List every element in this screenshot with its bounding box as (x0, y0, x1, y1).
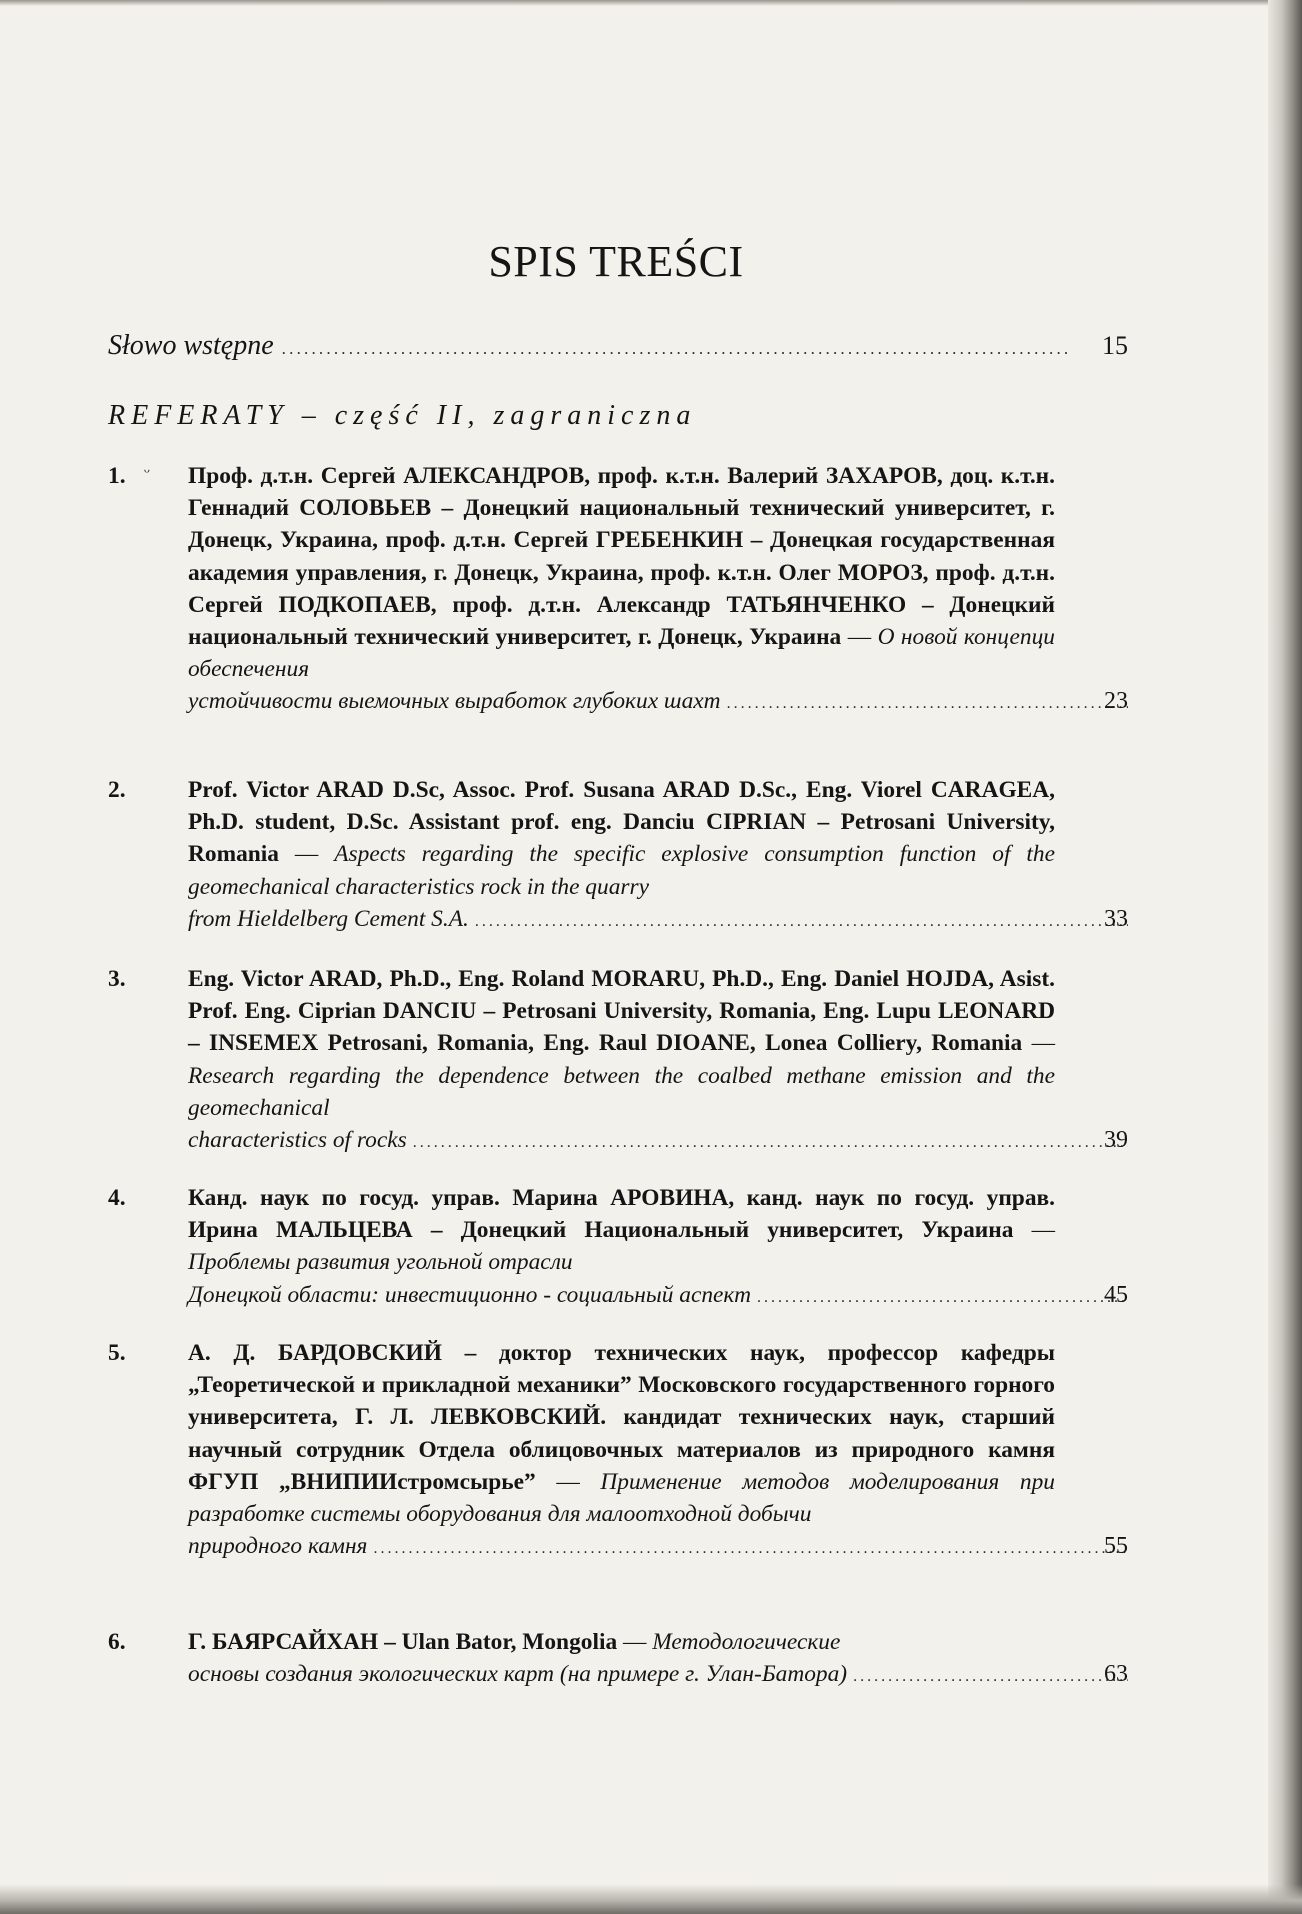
entry-last-line-row (188, 1658, 1128, 1693)
entry-last-line-row (188, 1530, 1128, 1565)
toc-intro-label: Słowo wstępne (108, 330, 274, 361)
entry-authors: Канд. наук по госуд. управ. Марина АРОВИНА, канд. наук по госуд. управ. Ирина МАЛЬЦЕВА – Донецкий Национальный университет, Украина (188, 1185, 1055, 1244)
entry-body (188, 963, 1055, 1124)
entry-page-number: 39 (1104, 1127, 1128, 1154)
em-dash: — (294, 841, 335, 868)
dot-leader (373, 1533, 1128, 1565)
entry-page-number: 45 (1104, 1281, 1128, 1308)
entry-body (188, 774, 1055, 903)
entry-last-line-row (188, 903, 1128, 938)
page-title: SPIS TREŚCI (488, 237, 744, 286)
entry-number: 6. (108, 1629, 126, 1655)
dot-leader (413, 1127, 1128, 1159)
entry-body (188, 1337, 1055, 1530)
entry-last-line (188, 1279, 1128, 1314)
em-dash: — (1031, 1030, 1055, 1057)
entry-title-end: characteristics of rocks (188, 1127, 407, 1154)
em-dash: — (847, 624, 878, 651)
toc-page-number: 15 (1102, 331, 1128, 360)
page-edge-bottom (0, 1884, 1302, 1914)
entry-number: 3. (108, 966, 126, 992)
toc-entry[interactable] (108, 460, 1128, 721)
em-dash: — (1031, 1217, 1055, 1244)
entry-title: Aspects regarding the specific explosive consumption function of the geomechanical characteristics rock in the quarry (188, 841, 1055, 900)
entry-authors: Г. БАЯРСАЙХАН – Ulan Bator, Mongolia (188, 1629, 618, 1655)
entry-title: Проблемы развития угольной отрасли (188, 1249, 573, 1276)
em-dash: — (623, 1629, 653, 1655)
entry-title: Методологические (652, 1629, 841, 1655)
entry-last-line (188, 903, 1128, 938)
entry-title-end: природного камня (188, 1533, 368, 1560)
entry-page-number: 63 (1104, 1661, 1128, 1688)
entry-title-end: Донецкой области: инвестиционно - социальный аспект (188, 1281, 751, 1308)
entry-body (188, 1626, 1055, 1658)
entry-title-end: устойчивости выемочных выработок глубоких шахт (188, 688, 721, 715)
dot-leader (727, 688, 1128, 720)
toc-entry[interactable] (108, 1337, 1128, 1565)
entry-title: Research regarding the dependence between the coalbed methane emission and the geomechanical (188, 1062, 1055, 1121)
entry-authors: Prof. Victor ARAD D.Sc, Assoc. Prof. Susana ARAD D.Sc., Eng. Viorel CARAGEA, Ph.D. student, D.Sc. Assistant prof. eng. Danciu CIPRIAN – Petrosani University, Romania (188, 777, 1055, 868)
entry-number: 2. (108, 777, 126, 803)
entry-last-line-row (188, 1279, 1128, 1314)
entry-number: 4. (108, 1185, 126, 1211)
entry-authors: Проф. д.т.н. Сергей АЛЕКСАНДРОВ, проф. к.т.н. Валерий ЗАХАРОВ, доц. к.т.н. Геннадий СОЛОВЬЕВ – Донецкий национальный технический университет, г. Донецк, Украина, проф. д.т.н. Сергей ГРЕБЕНКИН – Донецкая государственная академия управления, г. Донецк, Украина, проф. к.т.н. Олег МОРОЗ, проф. д.т.н. Сергей ПОДКОПАЕВ, проф. д.т.н. Александр ТАТЬЯНЧЕНКО – Донецкий национальный технический университет, г. Донецк, Украина (188, 463, 1055, 651)
entry-last-line-row (188, 1124, 1128, 1159)
entry-last-line-row (188, 685, 1128, 720)
toc-entry[interactable] (108, 963, 1128, 1159)
page-edge-right (1268, 0, 1302, 1914)
entry-last-line (188, 685, 1128, 720)
entry-page-number: 23 (1104, 688, 1128, 715)
entry-last-line (188, 1124, 1128, 1159)
entry-title-end: основы создания экологических карт (на примере г. Улан-Батора) (188, 1661, 848, 1688)
entry-last-line (188, 1530, 1128, 1565)
scan-mark-icon: ᵕ (144, 461, 150, 483)
entry-authors: А. Д. БАРДОВСКИЙ – доктор технических наук, профессор кафедры „Теоретической и прикладной механики” Московского государственного горного университета, Г. Л. ЛЕВКОВСКИЙ. кандидат технических наук, старший научный сотрудник Отдела облицовочных материалов из природного камня ФГУП „ВНИПИИстромсырье” (188, 1340, 1055, 1495)
section-heading: REFERATY – część II, zagraniczna (108, 400, 697, 431)
entry-title-end: from Hieldelberg Cement S.A. (188, 905, 469, 932)
entry-body (188, 460, 1055, 685)
toc-entry[interactable] (108, 774, 1128, 938)
dot-leader (475, 906, 1128, 938)
page-edge-top (0, 0, 1302, 6)
entry-title: Применение методов моделирования при разработке системы оборудования для малоотходной добычи (188, 1468, 1055, 1528)
entry-title: О новой концепци обеспечения (188, 624, 1056, 683)
toc-entry[interactable] (108, 1626, 1128, 1693)
entry-page-number: 33 (1104, 905, 1128, 932)
toc-entry[interactable] (108, 1182, 1128, 1314)
entry-page-number: 55 (1104, 1533, 1128, 1560)
entry-last-line (188, 1658, 1128, 1693)
entry-number: 1. (108, 463, 126, 489)
em-dash: — (556, 1468, 601, 1495)
dot-leader (282, 339, 1070, 359)
entry-number: 5. (108, 1340, 126, 1366)
entry-body (188, 1182, 1055, 1279)
entry-authors: Eng. Victor ARAD, Ph.D., Eng. Roland MORARU, Ph.D., Eng. Daniel HOJDA, Asist. Prof. Eng. Ciprian DANCIU – Petrosani University, Romania, Eng. Lupu LEONARD – INSEMEX Petrosani, Romania, Eng. Raul DIOANE, Lonea Colliery, Romania (188, 966, 1055, 1057)
dot-leader (757, 1282, 1128, 1314)
toc-intro-row[interactable] (108, 330, 1128, 362)
